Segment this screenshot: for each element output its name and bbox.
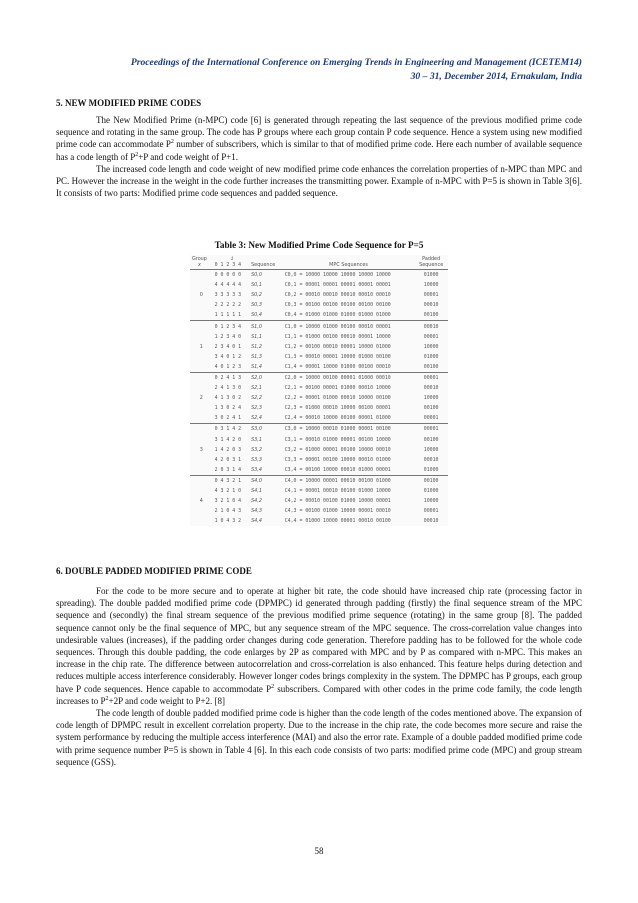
cell-i: 1 0 4 3 2 bbox=[214, 518, 242, 525]
cell-padded: 00100 bbox=[423, 436, 439, 443]
table-row bbox=[190, 393, 448, 403]
cell-sequence: S3,2 bbox=[251, 446, 262, 453]
cell-i: 1 4 2 0 3 bbox=[214, 446, 242, 453]
cell-padded: 00001 bbox=[414, 424, 448, 435]
cell-i: 0 0 0 0 0 bbox=[213, 270, 249, 281]
group-label: 1 bbox=[190, 321, 213, 372]
cell-i: 1 3 0 2 4 bbox=[214, 405, 242, 412]
cell-mpc: C3,3 = 00001 00100 10000 00010 01000 bbox=[284, 456, 391, 463]
cell-sequence: S1,4 bbox=[251, 363, 262, 370]
cell-padded: 01000 bbox=[423, 353, 439, 360]
cell-padded: 00100 bbox=[423, 363, 439, 370]
conference-header bbox=[42, 56, 582, 84]
cell-padded: 10000 bbox=[423, 343, 439, 350]
page-number: 58 bbox=[314, 846, 324, 856]
table-row bbox=[190, 310, 448, 321]
cell-padded: 00001 bbox=[423, 333, 439, 340]
table-row bbox=[190, 475, 448, 486]
cell-i: 2 4 1 3 0 bbox=[214, 385, 242, 392]
header-group: Group x bbox=[190, 255, 213, 270]
table-row bbox=[190, 455, 448, 465]
cell-padded: 00010 bbox=[423, 518, 439, 525]
cell-mpc: C1,3 = 00010 00001 10000 01000 00100 bbox=[284, 353, 391, 360]
table-row bbox=[190, 465, 448, 476]
table-3 bbox=[190, 255, 448, 526]
header-i: i 0 1 2 3 4 bbox=[213, 255, 249, 270]
cell-i: 4 1 3 0 2 bbox=[214, 395, 242, 402]
cell-sequence: S2,3 bbox=[251, 405, 262, 412]
cell-i: 3 1 4 2 0 bbox=[214, 436, 242, 443]
cell-padded: 01000 bbox=[414, 270, 448, 281]
cell-i: 3 4 0 1 2 bbox=[214, 353, 242, 360]
cell-mpc: C2,3 = 01000 00010 10000 00100 00001 bbox=[284, 405, 391, 412]
cell-mpc: C4,0 = 10000 00001 00010 00100 01000 bbox=[283, 475, 415, 486]
cell-mpc: C4,1 = 00001 00010 00100 01000 10000 bbox=[284, 488, 391, 495]
cell-sequence: S4,0 bbox=[249, 475, 283, 486]
cell-sequence: S3,3 bbox=[251, 456, 262, 463]
cell-i: 3 0 2 4 1 bbox=[214, 415, 242, 422]
cell-mpc: C0,2 = 00010 00010 00010 00010 00010 bbox=[284, 292, 391, 299]
cell-i: 2 3 4 0 1 bbox=[214, 343, 242, 350]
cell-sequence: S0,4 bbox=[251, 312, 262, 319]
table-row bbox=[190, 516, 448, 526]
table-row bbox=[190, 424, 448, 435]
cell-padded: 10000 bbox=[423, 446, 439, 453]
cell-padded: 10000 bbox=[423, 395, 439, 402]
table-row bbox=[190, 372, 448, 383]
table-row bbox=[190, 352, 448, 362]
table-row bbox=[190, 342, 448, 352]
cell-padded: 00001 bbox=[423, 292, 439, 299]
cell-i: 2 0 3 1 4 bbox=[214, 466, 242, 473]
cell-i: 0 4 3 2 1 bbox=[213, 475, 249, 486]
cell-i: 4 0 1 2 3 bbox=[214, 363, 242, 370]
table-row bbox=[190, 383, 448, 393]
section-6-paragraph-1: For the code to be more secure and to operate at higher bit rate, the code should have increased chip rate (processing factor in spreading). The double padded modified prime code (DPMPC) id generated through padding (firstly) the final sequence stream of the MPC sequence and (secondly) the final stream sequence of the previous modified prime sequence (rotating) in the same group [8]. The padded sequence cannot only be the final sequence of MPC, but any sequence stream of the MPC sequence. The cross-correlation value changes into undesirable values (increases), if the padding order changes during code generation. Therefore padding has to be followed for the whole code sequences. Through this double padding, the code enlarges by 2P as compared with MPC and by P as compared with n-MPC. This makes an increase in the chip rate. The difference between autocorrelation and cross-correlation is also enhanced. This feature helps during detection and reduces multiple access interference considerably. However longer codes brings complexity in the system. The DPMPC has P groups, each group have P code sequences. Hence capable to accommodate $P^2$ subscribers. Compared with other codes in the prime code family, the code length increases to $P^2+2P$ and code weight to P+2. [8] bbox=[56, 586, 583, 706]
cell-i: 0 3 1 4 2 bbox=[213, 424, 249, 435]
section-6-title: 6. DOUBLE PADDED MODIFIED PRIME CODE bbox=[56, 566, 252, 576]
table-row bbox=[190, 413, 448, 424]
header-line-1: Proceedings of the International Conference on Emerging Trends in Engineering and Management (ICETEM14) bbox=[130, 57, 582, 68]
table-row bbox=[190, 362, 448, 373]
cell-padded: 10000 bbox=[423, 282, 439, 289]
cell-mpc: C0,1 = 00001 00001 00001 00001 00001 bbox=[284, 282, 391, 289]
cell-sequence: S4,3 bbox=[251, 508, 262, 515]
cell-mpc: C0,0 = 10000 10000 10000 10000 10000 bbox=[283, 270, 415, 281]
cell-i: 0 1 2 3 4 bbox=[213, 321, 249, 332]
header-mpc: MPC Sequences bbox=[283, 255, 415, 270]
table-row bbox=[190, 321, 448, 332]
cell-sequence: S1,1 bbox=[251, 333, 262, 340]
cell-i: 4 2 0 3 1 bbox=[214, 456, 242, 463]
cell-padded: 01000 bbox=[423, 466, 439, 473]
cell-mpc: C1,2 = 00100 00010 00001 10000 01000 bbox=[284, 343, 391, 350]
cell-i: 2 1 0 4 3 bbox=[214, 508, 242, 515]
cell-mpc: C1,0 = 10000 01000 00100 00010 00001 bbox=[283, 321, 415, 332]
cell-mpc: C0,4 = 01000 01000 01000 01000 01000 bbox=[284, 312, 391, 319]
section-6-paragraph-2: The code length of double padded modified prime code is higher than the code length of the codes mentioned above. The expansion of code length of DPMPC result in excellent correlation property. Due to the increase in the chip rate, the code becomes more secure and raise the system performance by reducing the multiple access interference (MAI) and also the error rate. Example of a double padded modified prime code with prime sequence number P=5 is shown in Table 4 [6]. In this each code consists of two parts: modified prime code (MPC) and group stream sequence (GSS). bbox=[56, 708, 582, 767]
cell-mpc: C3,1 = 00010 01000 00001 00100 10000 bbox=[284, 436, 391, 443]
table-row bbox=[190, 486, 448, 496]
cell-mpc: C4,3 = 00100 01000 10000 00001 00010 bbox=[284, 508, 391, 515]
cell-padded: 00001 bbox=[414, 372, 448, 383]
cell-i: 1 2 3 4 0 bbox=[214, 333, 242, 340]
section-5-title: 5. NEW MODIFIED PRIME CODES bbox=[56, 98, 202, 108]
cell-sequence: S0,1 bbox=[251, 282, 262, 289]
table-body bbox=[190, 270, 448, 527]
cell-mpc: C2,2 = 00001 01000 00010 10000 00100 bbox=[284, 395, 391, 402]
cell-mpc: C1,1 = 01000 00100 00010 00001 10000 bbox=[284, 333, 391, 340]
cell-mpc: C3,4 = 00100 10000 00010 01000 00001 bbox=[284, 466, 391, 473]
cell-mpc: C2,1 = 00100 00001 01000 00010 10000 bbox=[284, 385, 391, 392]
cell-padded: 00010 bbox=[423, 456, 439, 463]
header-padded: Padded Sequence bbox=[414, 255, 448, 270]
cell-sequence: S3,4 bbox=[251, 466, 262, 473]
table-row bbox=[190, 496, 448, 506]
header-sequence: Sequence bbox=[249, 255, 283, 270]
table-row bbox=[190, 506, 448, 516]
cell-padded: 10000 bbox=[423, 498, 439, 505]
cell-mpc: C4,2 = 00010 00100 01000 10000 00001 bbox=[284, 498, 391, 505]
section-6-body bbox=[56, 585, 582, 768]
cell-sequence: S2,2 bbox=[251, 395, 262, 402]
cell-padded: 00100 bbox=[414, 475, 448, 486]
table-row bbox=[190, 300, 448, 310]
cell-sequence: S4,4 bbox=[251, 518, 262, 525]
group-label: 2 bbox=[190, 372, 213, 423]
cell-sequence: S2,1 bbox=[251, 385, 262, 392]
header-line-2: 30 – 31, December 2014, Ernakulam, India bbox=[410, 71, 582, 82]
cell-mpc: C3,2 = 01000 00001 00100 10000 00010 bbox=[284, 446, 391, 453]
group-label: 4 bbox=[190, 475, 213, 526]
table-row bbox=[190, 270, 448, 281]
cell-sequence: S2,0 bbox=[249, 372, 283, 383]
cell-i: 3 3 3 3 3 bbox=[214, 292, 242, 299]
table-row bbox=[190, 290, 448, 300]
section-5-body bbox=[56, 114, 582, 199]
table-3-caption: Table 3: New Modified Prime Code Sequence for P=5 bbox=[214, 240, 424, 250]
cell-i: 2 2 2 2 2 bbox=[214, 302, 242, 309]
cell-i: 4 3 2 1 0 bbox=[214, 488, 242, 495]
cell-mpc: C0,3 = 00100 00100 00100 00100 00100 bbox=[284, 302, 391, 309]
cell-sequence: S2,4 bbox=[251, 415, 262, 422]
cell-sequence: S3,1 bbox=[251, 436, 262, 443]
cell-mpc: C3,0 = 10000 00010 01000 00001 00100 bbox=[283, 424, 415, 435]
cell-padded: 00010 bbox=[414, 321, 448, 332]
cell-padded: 00001 bbox=[423, 415, 439, 422]
cell-sequence: S0,3 bbox=[251, 302, 262, 309]
cell-padded: 00001 bbox=[423, 508, 439, 515]
table-row bbox=[190, 435, 448, 445]
group-label: 3 bbox=[190, 424, 213, 475]
table-header-row bbox=[190, 255, 448, 270]
cell-padded: 00010 bbox=[423, 302, 439, 309]
cell-sequence: S4,1 bbox=[251, 488, 262, 495]
cell-sequence: S1,2 bbox=[251, 343, 262, 350]
section-5-paragraph-1: The New Modified Prime (n-MPC) code [6] is generated through repeating the last sequence of the previous modified prime code sequence and rotating in the same group. The code has P groups where each group contain P code sequence. Hence a system using new modified prime code can accommodate $P^2$ number of subscribers, which is similar to that of modified prime code. Here each number of available sequence has a code length of $P^2+P$ and code weight of P+1. bbox=[56, 115, 582, 162]
cell-sequence: S3,0 bbox=[249, 424, 283, 435]
cell-padded: 00010 bbox=[423, 385, 439, 392]
table-row bbox=[190, 403, 448, 413]
table-row bbox=[190, 332, 448, 342]
cell-mpc: C1,4 = 00001 10000 01000 00100 00010 bbox=[284, 363, 391, 370]
cell-i: 1 1 1 1 1 bbox=[214, 312, 242, 319]
cell-padded: 01000 bbox=[423, 488, 439, 495]
cell-mpc: C4,4 = 01000 10000 00001 00010 00100 bbox=[284, 518, 391, 525]
cell-i: 0 2 4 1 3 bbox=[213, 372, 249, 383]
group-label: 0 bbox=[190, 270, 213, 321]
cell-sequence: S4,2 bbox=[251, 498, 262, 505]
section-5-paragraph-2: The increased code length and code weight of new modified prime code enhances the correlation properties of n-MPC than MPC and PC. However the increase in the weight in the code further increases the transmitting power. Example of n-MPC with P=5 is shown in Table 3[6]. It consists of two parts: Modified prime code sequences and padded sequence. bbox=[56, 163, 582, 199]
cell-i: 3 2 1 0 4 bbox=[214, 498, 242, 505]
cell-sequence: S1,3 bbox=[251, 353, 262, 360]
table-row bbox=[190, 445, 448, 455]
table-row bbox=[190, 280, 448, 290]
cell-i: 4 4 4 4 4 bbox=[214, 282, 242, 289]
cell-sequence: S0,0 bbox=[249, 270, 283, 281]
cell-padded: 00100 bbox=[423, 312, 439, 319]
cell-mpc: C2,0 = 10000 00100 00001 01000 00010 bbox=[283, 372, 415, 383]
cell-sequence: S1,0 bbox=[249, 321, 283, 332]
cell-sequence: S0,2 bbox=[251, 292, 262, 299]
cell-padded: 00100 bbox=[423, 405, 439, 412]
cell-mpc: C2,4 = 00010 10000 00100 00001 01000 bbox=[284, 415, 391, 422]
